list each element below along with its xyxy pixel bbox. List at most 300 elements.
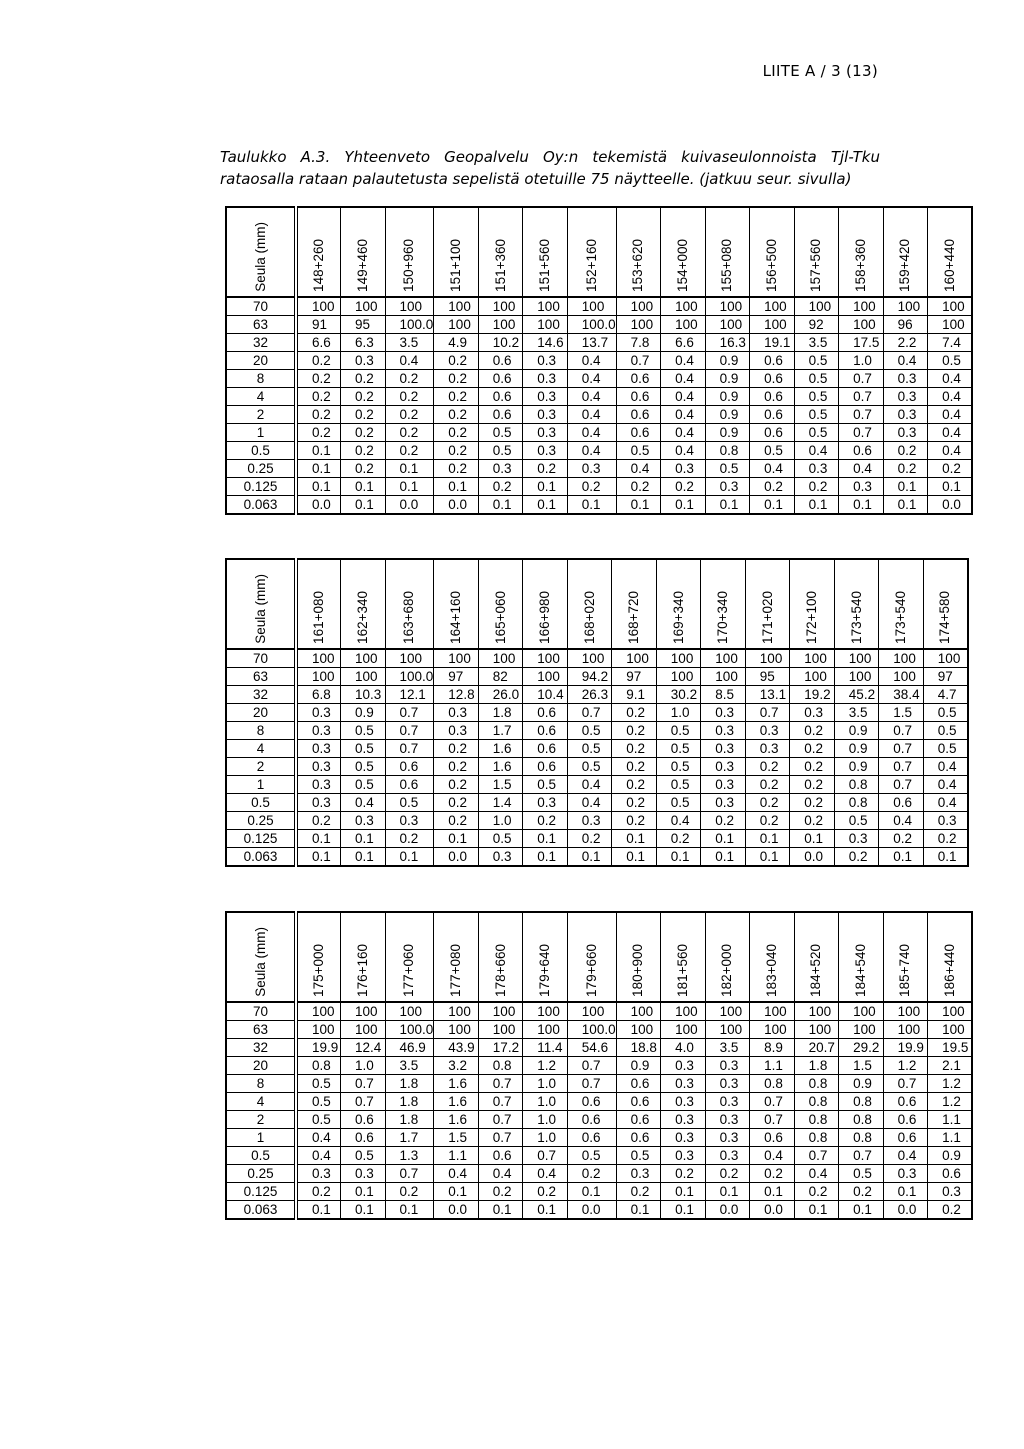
table-row (226, 1129, 972, 1147)
sample-header (478, 559, 523, 649)
sample-header (879, 559, 924, 649)
passing-value-cell: 1.1 (750, 1057, 795, 1075)
passing-value-cell: 0.4 (794, 1165, 839, 1183)
table-row (226, 1057, 972, 1075)
passing-value-cell: 0.5 (923, 722, 968, 740)
passing-value-cell: 0.6 (616, 1129, 661, 1147)
passing-value-cell: 0.2 (928, 1201, 973, 1220)
table-row (226, 1093, 972, 1111)
passing-value-cell: 0.2 (612, 704, 657, 722)
passing-value-cell: 0.1 (883, 1183, 928, 1201)
passing-value-cell: 100 (661, 316, 706, 334)
passing-value-cell: 100 (790, 649, 835, 668)
passing-value-cell: 100 (656, 668, 701, 686)
passing-value-cell: 0.6 (879, 794, 924, 812)
passing-value-cell: 0.9 (705, 388, 750, 406)
passing-value-cell: 0.3 (883, 424, 928, 442)
passing-value-cell: 0.2 (790, 776, 835, 794)
passing-value-cell: 0.2 (296, 406, 341, 424)
sample-id-label: 173+540 (848, 591, 864, 644)
sieve-size-cell: 0.25 (226, 812, 296, 830)
passing-value-cell: 1.7 (478, 722, 523, 740)
sieve-size-cell: 0.125 (226, 830, 296, 848)
passing-value-cell: 0.6 (478, 352, 523, 370)
passing-value-cell: 1.8 (794, 1057, 839, 1075)
header-row (226, 207, 972, 297)
passing-value-cell: 7.8 (616, 334, 661, 352)
passing-value-cell: 0.5 (656, 740, 701, 758)
passing-value-cell: 6.3 (341, 334, 386, 352)
passing-value-cell: 0.1 (341, 848, 386, 867)
passing-value-cell: 0.1 (883, 496, 928, 515)
passing-value-cell: 0.3 (567, 812, 612, 830)
passing-value-cell: 0.2 (385, 406, 434, 424)
sample-header (478, 912, 523, 1002)
passing-value-cell: 0.2 (434, 370, 479, 388)
passing-value-cell: 0.1 (567, 496, 616, 515)
passing-value-cell: 100 (839, 1021, 884, 1039)
passing-value-cell: 0.0 (385, 496, 434, 515)
passing-value-cell: 100 (883, 1002, 928, 1021)
passing-value-cell: 0.8 (750, 1075, 795, 1093)
sample-header (434, 559, 479, 649)
sample-header (616, 207, 661, 297)
passing-value-cell: 0.4 (567, 406, 616, 424)
passing-value-cell: 100 (478, 1021, 523, 1039)
passing-value-cell: 43.9 (434, 1039, 479, 1057)
caption-line-2: rataosalla rataan palautetusta sepelistä otetuille 75 näytteelle. (jatkuu seur. sivulla) (220, 170, 852, 188)
passing-value-cell: 0.4 (661, 442, 706, 460)
passing-value-cell: 0.7 (385, 704, 434, 722)
sample-header (656, 559, 701, 649)
passing-value-cell: 0.5 (385, 794, 434, 812)
passing-value-cell: 0.5 (567, 722, 612, 740)
passing-value-cell: 0.5 (834, 812, 879, 830)
passing-value-cell: 94.2 (567, 668, 612, 686)
passing-value-cell: 0.6 (478, 1147, 523, 1165)
sieve-size-cell: 0.25 (226, 1165, 296, 1183)
passing-value-cell: 0.3 (701, 776, 746, 794)
passing-value-cell: 0.2 (794, 1183, 839, 1201)
passing-value-cell: 0.6 (750, 388, 795, 406)
passing-value-cell: 0.4 (879, 812, 924, 830)
passing-value-cell: 0.4 (661, 370, 706, 388)
passing-value-cell: 0.3 (705, 478, 750, 496)
passing-value-cell: 0.6 (523, 740, 568, 758)
sample-header (567, 912, 616, 1002)
passing-value-cell: 0.5 (341, 776, 386, 794)
sample-header (523, 912, 568, 1002)
table-row (226, 316, 972, 334)
passing-value-cell: 1.8 (385, 1111, 434, 1129)
passing-value-cell: 100 (434, 1021, 479, 1039)
passing-value-cell: 100 (879, 649, 924, 668)
passing-value-cell: 0.8 (794, 1129, 839, 1147)
passing-value-cell: 100.0 (567, 316, 616, 334)
sample-id-label: 177+080 (448, 944, 464, 997)
passing-value-cell: 0.6 (385, 776, 434, 794)
passing-value-cell: 0.3 (701, 722, 746, 740)
passing-value-cell: 1.5 (879, 704, 924, 722)
passing-value-cell: 0.5 (923, 740, 968, 758)
passing-value-cell: 0.2 (745, 758, 790, 776)
passing-value-cell: 100 (879, 668, 924, 686)
passing-value-cell: 0.2 (341, 370, 386, 388)
sample-id-label: 177+060 (401, 944, 417, 997)
passing-value-cell: 0.7 (616, 352, 661, 370)
passing-value-cell: 7.4 (928, 334, 973, 352)
sieve-size-cell: 20 (226, 352, 296, 370)
passing-value-cell: 9.1 (612, 686, 657, 704)
sieve-size-cell: 20 (226, 704, 296, 722)
passing-value-cell: 100 (928, 297, 973, 316)
sieve-table-2 (225, 558, 969, 867)
passing-value-cell: 0.1 (296, 478, 341, 496)
sieve-size-cell: 0.063 (226, 1201, 296, 1220)
passing-value-cell: 0.7 (385, 740, 434, 758)
passing-value-cell: 0.0 (928, 496, 973, 515)
passing-value-cell: 0.4 (661, 388, 706, 406)
sample-id-label: 168+020 (581, 591, 597, 644)
passing-value-cell: 46.9 (385, 1039, 434, 1057)
passing-value-cell: 14.6 (523, 334, 568, 352)
passing-value-cell: 100 (478, 316, 523, 334)
passing-value-cell: 1.8 (478, 704, 523, 722)
sample-header (434, 912, 479, 1002)
passing-value-cell: 0.3 (523, 406, 568, 424)
sample-id-label: 174+580 (937, 591, 953, 644)
passing-value-cell: 0.3 (523, 388, 568, 406)
sieve-size-cell: 4 (226, 1093, 296, 1111)
passing-value-cell: 0.7 (839, 388, 884, 406)
sample-header (523, 207, 568, 297)
passing-value-cell: 0.3 (523, 442, 568, 460)
sample-header (385, 207, 434, 297)
passing-value-cell: 0.4 (794, 442, 839, 460)
passing-value-cell: 0.3 (341, 812, 386, 830)
passing-value-cell: 0.2 (385, 830, 434, 848)
passing-value-cell: 0.2 (434, 776, 479, 794)
passing-value-cell: 0.3 (701, 758, 746, 776)
passing-value-cell: 0.3 (928, 1183, 973, 1201)
sample-header (661, 912, 706, 1002)
sample-header (839, 912, 884, 1002)
sample-header (478, 207, 523, 297)
sieve-size-cell: 32 (226, 686, 296, 704)
sample-id-label: 164+160 (448, 591, 464, 644)
passing-value-cell: 0.1 (341, 830, 386, 848)
passing-value-cell: 0.2 (834, 848, 879, 867)
passing-value-cell: 100 (834, 668, 879, 686)
passing-value-cell: 0.1 (296, 442, 341, 460)
sample-id-label: 150+960 (401, 239, 417, 292)
passing-value-cell: 0.8 (478, 1057, 523, 1075)
passing-value-cell: 0.1 (701, 848, 746, 867)
passing-value-cell: 0.7 (385, 722, 434, 740)
table-row (226, 704, 968, 722)
sample-id-label: 151+560 (537, 239, 553, 292)
passing-value-cell: 0.4 (750, 1147, 795, 1165)
passing-value-cell: 0.8 (296, 1057, 341, 1075)
passing-value-cell: 0.3 (661, 1147, 706, 1165)
passing-value-cell: 0.1 (661, 496, 706, 515)
passing-value-cell: 0.2 (434, 352, 479, 370)
passing-value-cell: 0.1 (701, 830, 746, 848)
sieve-size-cell: 70 (226, 1002, 296, 1021)
passing-value-cell: 0.6 (523, 722, 568, 740)
sieve-table-3 (225, 911, 973, 1220)
sample-header (705, 912, 750, 1002)
passing-value-cell: 0.4 (567, 352, 616, 370)
passing-value-cell: 0.2 (794, 478, 839, 496)
passing-value-cell: 0.6 (616, 1093, 661, 1111)
passing-value-cell: 0.3 (705, 1057, 750, 1075)
passing-value-cell: 0.3 (705, 1075, 750, 1093)
passing-value-cell: 0.9 (705, 352, 750, 370)
passing-value-cell: 100 (523, 1021, 568, 1039)
passing-value-cell: 0.3 (834, 830, 879, 848)
passing-value-cell: 0.7 (839, 406, 884, 424)
passing-value-cell: 0.1 (745, 830, 790, 848)
passing-value-cell: 0.2 (790, 812, 835, 830)
passing-value-cell: 0.6 (567, 1093, 616, 1111)
sample-id-label: 161+080 (311, 591, 326, 644)
passing-value-cell: 0.9 (928, 1147, 973, 1165)
passing-value-cell: 0.2 (612, 812, 657, 830)
passing-value-cell: 0.4 (567, 388, 616, 406)
passing-value-cell: 0.4 (928, 442, 973, 460)
sample-header (883, 912, 928, 1002)
header-row (226, 912, 972, 1002)
passing-value-cell: 0.3 (883, 370, 928, 388)
table-row (226, 1002, 972, 1021)
passing-value-cell: 13.1 (745, 686, 790, 704)
passing-value-cell: 100 (705, 297, 750, 316)
passing-value-cell: 0.1 (883, 478, 928, 496)
passing-value-cell: 0.5 (296, 1093, 341, 1111)
sieve-size-cell: 32 (226, 334, 296, 352)
passing-value-cell: 0.1 (839, 1201, 884, 1220)
sample-id-label: 149+460 (354, 239, 370, 292)
passing-value-cell: 100 (883, 1021, 928, 1039)
passing-value-cell: 0.0 (434, 1201, 479, 1220)
passing-value-cell: 1.5 (478, 776, 523, 794)
passing-value-cell: 100 (616, 1002, 661, 1021)
passing-value-cell: 1.2 (928, 1093, 973, 1111)
passing-value-cell: 0.7 (794, 1147, 839, 1165)
seula-header-label: Seula (mm) (252, 222, 268, 292)
table-row (226, 812, 968, 830)
passing-value-cell: 100 (923, 649, 968, 668)
sample-header (616, 912, 661, 1002)
passing-value-cell: 0.6 (616, 370, 661, 388)
passing-value-cell: 0.4 (616, 460, 661, 478)
passing-value-cell: 0.4 (928, 388, 973, 406)
sieve-size-cell: 1 (226, 424, 296, 442)
passing-value-cell: 100 (794, 1021, 839, 1039)
sample-id-label: 179+660 (583, 944, 599, 997)
passing-value-cell: 12.4 (341, 1039, 386, 1057)
sample-header (883, 207, 928, 297)
sieve-size-cell: 0.5 (226, 442, 296, 460)
sieve-size-cell: 0.125 (226, 478, 296, 496)
table-row (226, 424, 972, 442)
header-row (226, 559, 968, 649)
table-row (226, 686, 968, 704)
passing-value-cell: 13.7 (567, 334, 616, 352)
passing-value-cell: 0.0 (296, 496, 341, 515)
passing-value-cell: 1.1 (928, 1111, 973, 1129)
passing-value-cell: 1.1 (434, 1147, 479, 1165)
sieve-size-cell: 1 (226, 776, 296, 794)
passing-value-cell: 100 (478, 297, 523, 316)
sample-header (296, 912, 341, 1002)
passing-value-cell: 0.7 (341, 1075, 386, 1093)
passing-value-cell: 0.0 (790, 848, 835, 867)
sample-header (296, 559, 341, 649)
passing-value-cell: 97 (612, 668, 657, 686)
passing-value-cell: 100 (567, 649, 612, 668)
passing-value-cell: 0.2 (928, 460, 973, 478)
table-row (226, 460, 972, 478)
passing-value-cell: 0.1 (385, 478, 434, 496)
passing-value-cell: 0.2 (661, 478, 706, 496)
passing-value-cell: 0.3 (567, 460, 616, 478)
sample-id-label: 154+000 (674, 239, 690, 292)
passing-value-cell: 1.5 (434, 1129, 479, 1147)
passing-value-cell: 0.3 (296, 776, 341, 794)
passing-value-cell: 0.3 (883, 406, 928, 424)
sample-id-label: 175+000 (311, 944, 326, 997)
sieve-size-cell: 4 (226, 740, 296, 758)
passing-value-cell: 8.5 (701, 686, 746, 704)
passing-value-cell: 0.1 (928, 478, 973, 496)
passing-value-cell: 0.8 (794, 1111, 839, 1129)
sample-header (705, 207, 750, 297)
passing-value-cell: 100 (385, 1002, 434, 1021)
passing-value-cell: 0.5 (478, 830, 523, 848)
passing-value-cell: 100 (296, 1021, 341, 1039)
passing-value-cell: 0.3 (745, 722, 790, 740)
passing-value-cell: 0.1 (296, 848, 341, 867)
sieve-size-cell: 20 (226, 1057, 296, 1075)
passing-value-cell: 0.7 (839, 370, 884, 388)
passing-value-cell: 0.7 (879, 722, 924, 740)
passing-value-cell: 0.2 (790, 758, 835, 776)
table-row (226, 496, 972, 515)
sample-id-label: 181+560 (674, 944, 690, 997)
passing-value-cell: 0.3 (705, 1129, 750, 1147)
passing-value-cell: 0.3 (523, 352, 568, 370)
seula-header (226, 912, 296, 1002)
passing-value-cell: 0.5 (794, 406, 839, 424)
passing-value-cell: 0.1 (341, 496, 386, 515)
passing-value-cell: 8.9 (750, 1039, 795, 1057)
passing-value-cell: 100 (567, 297, 616, 316)
passing-value-cell: 100 (928, 1021, 973, 1039)
passing-value-cell: 0.5 (523, 776, 568, 794)
passing-value-cell: 0.9 (616, 1057, 661, 1075)
passing-value-cell: 0.1 (616, 1201, 661, 1220)
passing-value-cell: 0.1 (661, 1201, 706, 1220)
passing-value-cell: 2.1 (928, 1057, 973, 1075)
passing-value-cell: 0.8 (794, 1093, 839, 1111)
passing-value-cell: 100 (523, 1002, 568, 1021)
passing-value-cell: 0.1 (434, 478, 479, 496)
passing-value-cell: 100 (434, 649, 479, 668)
passing-value-cell: 0.3 (661, 1093, 706, 1111)
passing-value-cell: 0.2 (434, 424, 479, 442)
passing-value-cell: 0.2 (612, 794, 657, 812)
passing-value-cell: 100.0 (385, 316, 434, 334)
seula-header (226, 559, 296, 649)
table-row (226, 649, 968, 668)
table-row (226, 388, 972, 406)
passing-value-cell: 0.6 (478, 406, 523, 424)
table-row (226, 668, 968, 686)
passing-value-cell: 3.5 (385, 334, 434, 352)
passing-value-cell: 0.3 (705, 1147, 750, 1165)
passing-value-cell: 100 (750, 316, 795, 334)
passing-value-cell: 0.2 (385, 370, 434, 388)
table-row (226, 1147, 972, 1165)
passing-value-cell: 0.6 (883, 1129, 928, 1147)
passing-value-cell: 1.0 (478, 812, 523, 830)
passing-value-cell: 0.2 (656, 830, 701, 848)
passing-value-cell: 0.7 (879, 776, 924, 794)
table-row (226, 758, 968, 776)
passing-value-cell: 3.2 (434, 1057, 479, 1075)
passing-value-cell: 10.4 (523, 686, 568, 704)
sample-header (750, 912, 795, 1002)
passing-value-cell: 0.7 (478, 1075, 523, 1093)
sample-id-label: 169+340 (670, 591, 686, 644)
passing-value-cell: 0.6 (883, 1093, 928, 1111)
passing-value-cell: 0.1 (523, 1201, 568, 1220)
passing-value-cell: 30.2 (656, 686, 701, 704)
passing-value-cell: 19.2 (790, 686, 835, 704)
passing-value-cell: 92 (794, 316, 839, 334)
passing-value-cell: 0.2 (616, 1183, 661, 1201)
passing-value-cell: 0.7 (750, 1111, 795, 1129)
passing-value-cell: 0.2 (296, 352, 341, 370)
page-label: LIITE A / 3 (13) (762, 62, 878, 80)
sample-id-label: 148+260 (311, 239, 326, 292)
sieve-size-cell: 2 (226, 758, 296, 776)
sieve-size-cell: 0.063 (226, 496, 296, 515)
passing-value-cell: 29.2 (839, 1039, 884, 1057)
passing-value-cell: 0.6 (750, 406, 795, 424)
sample-id-label: 173+540 (893, 591, 909, 644)
sieve-size-cell: 0.25 (226, 460, 296, 478)
sample-id-label: 179+640 (537, 944, 553, 997)
passing-value-cell: 0.1 (794, 1201, 839, 1220)
passing-value-cell: 0.1 (790, 830, 835, 848)
sample-id-label: 158+360 (852, 239, 868, 292)
passing-value-cell: 0.1 (794, 496, 839, 515)
sample-id-label: 185+740 (897, 944, 913, 997)
passing-value-cell: 0.4 (434, 1165, 479, 1183)
passing-value-cell: 0.1 (523, 830, 568, 848)
passing-value-cell: 0.3 (701, 704, 746, 722)
passing-value-cell: 0.3 (923, 812, 968, 830)
passing-value-cell: 0.3 (296, 740, 341, 758)
passing-value-cell: 0.3 (616, 1165, 661, 1183)
passing-value-cell: 0.2 (790, 794, 835, 812)
sample-id-label: 162+340 (354, 591, 370, 644)
passing-value-cell: 0.3 (745, 740, 790, 758)
sample-header (612, 559, 657, 649)
